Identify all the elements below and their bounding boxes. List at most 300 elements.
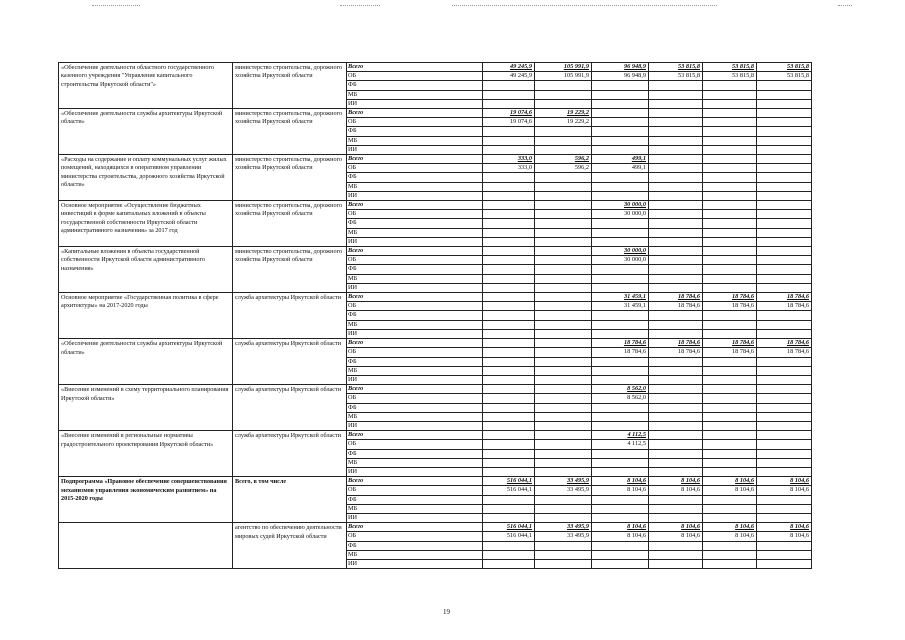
amount-cell [703, 366, 757, 375]
amount-cell: 53 815,8 [703, 63, 757, 72]
amount-cell: 8 104,6 [649, 486, 703, 495]
funding-source-cell: ОБ [347, 532, 483, 541]
amount-cell [757, 541, 812, 550]
funding-source-cell: ИИ [347, 237, 483, 246]
funding-source-cell: ИИ [347, 375, 483, 384]
amount-cell [703, 90, 757, 99]
amount-cell: 8 562,0 [592, 385, 649, 394]
amount-cell [535, 394, 592, 403]
funding-source-cell: ФБ [347, 403, 483, 412]
amount-cell [649, 90, 703, 99]
amount-cell: 18 784,6 [649, 302, 703, 311]
amount-cell [703, 173, 757, 182]
funding-source-cell: МБ [347, 228, 483, 237]
amount-cell [649, 256, 703, 265]
amount-cell: 53 815,8 [757, 63, 812, 72]
amount-cell [592, 265, 649, 274]
amount-cell: 8 104,6 [703, 486, 757, 495]
amount-cell [757, 311, 812, 320]
amount-cell: 8 104,6 [757, 477, 812, 486]
amount-cell [757, 431, 812, 440]
amount-cell: 333,0 [483, 164, 535, 173]
amount-cell [649, 394, 703, 403]
amount-cell [757, 173, 812, 182]
funding-source-cell: МБ [347, 182, 483, 191]
amount-cell [483, 394, 535, 403]
amount-cell [757, 274, 812, 283]
amount-cell [592, 357, 649, 366]
amount-cell [649, 173, 703, 182]
amount-cell [757, 155, 812, 164]
amount-cell: 53 815,8 [757, 72, 812, 81]
amount-cell [649, 412, 703, 421]
amount-cell: 18 784,6 [592, 339, 649, 348]
amount-cell [483, 467, 535, 476]
amount-cell [535, 247, 592, 256]
amount-cell [757, 421, 812, 430]
amount-cell [703, 550, 757, 559]
amount-cell [535, 283, 592, 292]
amount-cell [535, 495, 592, 504]
amount-cell [757, 559, 812, 568]
amount-cell [483, 504, 535, 513]
amount-cell [757, 449, 812, 458]
amount-cell [649, 366, 703, 375]
amount-cell: 33 495,9 [535, 532, 592, 541]
amount-cell [483, 375, 535, 384]
amount-cell [703, 412, 757, 421]
amount-cell: 8 104,6 [757, 532, 812, 541]
amount-cell [757, 201, 812, 210]
amount-cell [535, 90, 592, 99]
amount-cell [592, 109, 649, 118]
amount-cell [703, 329, 757, 338]
amount-cell [535, 182, 592, 191]
amount-cell [649, 274, 703, 283]
program-name-cell: «Внесение изменений в схему территориального планирования Иркутской области» [59, 385, 233, 431]
program-name-cell [59, 523, 233, 569]
amount-cell: 18 784,6 [757, 339, 812, 348]
amount-cell [649, 495, 703, 504]
amount-cell [483, 274, 535, 283]
amount-cell [592, 182, 649, 191]
amount-cell [703, 274, 757, 283]
amount-cell: 4 112,5 [592, 431, 649, 440]
program-name-cell: Основное мероприятие «Государственная политика в сфере архитектуры» на 2017-2020 годы [59, 293, 233, 339]
amount-cell: 33 495,9 [535, 486, 592, 495]
amount-cell [703, 155, 757, 164]
amount-cell [483, 127, 535, 136]
amount-cell [592, 99, 649, 108]
amount-cell [592, 274, 649, 283]
amount-cell [649, 210, 703, 219]
amount-cell [535, 550, 592, 559]
amount-cell [649, 403, 703, 412]
amount-cell [535, 127, 592, 136]
amount-cell: 19 074,6 [483, 109, 535, 118]
funding-source-cell: ФБ [347, 173, 483, 182]
amount-cell: 105 991,9 [535, 72, 592, 81]
amount-cell [757, 99, 812, 108]
table-row [59, 247, 812, 256]
amount-cell [703, 210, 757, 219]
amount-cell: 33 495,9 [535, 523, 592, 532]
funding-source-cell: Всего [347, 155, 483, 164]
amount-cell [703, 495, 757, 504]
amount-cell [592, 311, 649, 320]
funding-source-cell: Всего [347, 293, 483, 302]
amount-cell [649, 357, 703, 366]
amount-cell [483, 421, 535, 430]
amount-cell [592, 228, 649, 237]
amount-cell [649, 467, 703, 476]
amount-cell [483, 173, 535, 182]
amount-cell [483, 458, 535, 467]
amount-cell [757, 182, 812, 191]
amount-cell: 31 459,1 [592, 293, 649, 302]
amount-cell [703, 385, 757, 394]
amount-cell [649, 541, 703, 550]
funding-source-cell: МБ [347, 458, 483, 467]
amount-cell: 30 000,0 [592, 247, 649, 256]
amount-cell [592, 237, 649, 246]
amount-cell [483, 513, 535, 522]
amount-cell [592, 81, 649, 90]
amount-cell [703, 118, 757, 127]
amount-cell [535, 449, 592, 458]
amount-cell [703, 182, 757, 191]
amount-cell [535, 219, 592, 228]
amount-cell: 516 044,1 [483, 486, 535, 495]
amount-cell [535, 513, 592, 522]
amount-cell [757, 440, 812, 449]
amount-cell [483, 283, 535, 292]
amount-cell [483, 366, 535, 375]
amount-cell [757, 118, 812, 127]
amount-cell [535, 559, 592, 568]
amount-cell [535, 201, 592, 210]
funding-source-cell: ФБ [347, 81, 483, 90]
amount-cell [649, 155, 703, 164]
amount-cell: 19 074,6 [483, 118, 535, 127]
amount-cell: 516 044,1 [483, 477, 535, 486]
amount-cell [483, 320, 535, 329]
amount-cell: 18 784,6 [703, 348, 757, 357]
amount-cell [483, 136, 535, 145]
amount-cell [757, 136, 812, 145]
amount-cell [703, 191, 757, 200]
amount-cell [649, 219, 703, 228]
responsible-executor-cell: министерство строительства, дорожного хозяйства Иркутской области [233, 201, 347, 247]
funding-source-cell: Всего [347, 385, 483, 394]
amount-cell: 4 112,5 [592, 440, 649, 449]
amount-cell [535, 99, 592, 108]
amount-cell: 18 784,6 [592, 348, 649, 357]
amount-cell: 19 229,2 [535, 109, 592, 118]
amount-cell [649, 421, 703, 430]
amount-cell: 596,2 [535, 155, 592, 164]
amount-cell [483, 339, 535, 348]
amount-cell [649, 329, 703, 338]
table-row [59, 339, 812, 348]
amount-cell [483, 302, 535, 311]
amount-cell [592, 421, 649, 430]
amount-cell [703, 311, 757, 320]
amount-cell: 333,0 [483, 155, 535, 164]
amount-cell: 8 562,0 [592, 394, 649, 403]
funding-source-cell: ИИ [347, 191, 483, 200]
amount-cell [592, 283, 649, 292]
amount-cell [703, 559, 757, 568]
responsible-executor-cell: министерство строительства, дорожного хозяйства Иркутской области [233, 63, 347, 109]
amount-cell [592, 191, 649, 200]
amount-cell [649, 265, 703, 274]
amount-cell [703, 219, 757, 228]
amount-cell [592, 320, 649, 329]
amount-cell [703, 458, 757, 467]
funding-source-cell: ФБ [347, 219, 483, 228]
funding-source-cell: Всего [347, 523, 483, 532]
amount-cell: 516 044,1 [483, 532, 535, 541]
amount-cell [703, 513, 757, 522]
amount-cell [649, 228, 703, 237]
amount-cell [703, 127, 757, 136]
amount-cell [649, 320, 703, 329]
amount-cell: 8 104,6 [757, 523, 812, 532]
program-name-cell: «Обеспечение деятельности службы архитектуры Иркутской области» [59, 109, 233, 155]
amount-cell [483, 219, 535, 228]
amount-cell: 18 784,6 [649, 339, 703, 348]
funding-source-cell: Всего [347, 339, 483, 348]
amount-cell: 96 948,9 [592, 72, 649, 81]
amount-cell [703, 504, 757, 513]
amount-cell [592, 559, 649, 568]
amount-cell [535, 440, 592, 449]
funding-source-cell: ИИ [347, 467, 483, 476]
funding-source-cell: ФБ [347, 127, 483, 136]
amount-cell [649, 99, 703, 108]
amount-cell [757, 237, 812, 246]
amount-cell [535, 302, 592, 311]
responsible-executor-cell: служба архитектуры Иркутской области [233, 339, 347, 385]
amount-cell: 8 104,6 [592, 523, 649, 532]
funding-source-cell: ОБ [347, 118, 483, 127]
program-name-cell: «Обеспечение деятельности областного государственного казенного учреждения "Управление капитального строительства Иркутской области"» [59, 63, 233, 109]
amount-cell: 53 815,8 [649, 72, 703, 81]
amount-cell: 18 784,6 [703, 339, 757, 348]
amount-cell [757, 467, 812, 476]
table-row [59, 523, 812, 532]
funding-source-cell: Всего [347, 477, 483, 486]
amount-cell: 18 784,6 [703, 293, 757, 302]
amount-cell: 18 784,6 [703, 302, 757, 311]
amount-cell [483, 559, 535, 568]
amount-cell: 96 948,9 [592, 63, 649, 72]
amount-cell [535, 366, 592, 375]
amount-cell [483, 495, 535, 504]
amount-cell [649, 375, 703, 384]
amount-cell: 8 104,6 [649, 477, 703, 486]
amount-cell [703, 265, 757, 274]
amount-cell [649, 431, 703, 440]
amount-cell [649, 449, 703, 458]
amount-cell [757, 219, 812, 228]
amount-cell [535, 191, 592, 200]
amount-cell [535, 412, 592, 421]
amount-cell [757, 228, 812, 237]
amount-cell [535, 504, 592, 513]
amount-cell [592, 541, 649, 550]
amount-cell [703, 421, 757, 430]
amount-cell: 33 495,9 [535, 477, 592, 486]
amount-cell [703, 145, 757, 154]
amount-cell [703, 109, 757, 118]
amount-cell [757, 504, 812, 513]
amount-cell [649, 283, 703, 292]
amount-cell [535, 173, 592, 182]
amount-cell [703, 99, 757, 108]
amount-cell: 31 459,1 [592, 302, 649, 311]
amount-cell [649, 145, 703, 154]
amount-cell [483, 403, 535, 412]
amount-cell [483, 99, 535, 108]
amount-cell: 53 815,8 [649, 63, 703, 72]
amount-cell [592, 449, 649, 458]
amount-cell: 30 000,0 [592, 256, 649, 265]
amount-cell [703, 440, 757, 449]
amount-cell [703, 164, 757, 173]
amount-cell [649, 127, 703, 136]
funding-source-cell: МБ [347, 550, 483, 559]
amount-cell [483, 145, 535, 154]
amount-cell [649, 81, 703, 90]
amount-cell [757, 164, 812, 173]
amount-cell [757, 247, 812, 256]
amount-cell [592, 90, 649, 99]
amount-cell [649, 164, 703, 173]
funding-source-cell: ОБ [347, 302, 483, 311]
amount-cell [649, 311, 703, 320]
amount-cell [592, 412, 649, 421]
amount-cell [703, 283, 757, 292]
amount-cell: 8 104,6 [649, 532, 703, 541]
amount-cell [757, 412, 812, 421]
amount-cell [535, 348, 592, 357]
amount-cell [535, 329, 592, 338]
amount-cell [483, 412, 535, 421]
table-row [59, 201, 812, 210]
funding-source-cell: ОБ [347, 210, 483, 219]
amount-cell [483, 311, 535, 320]
amount-cell [757, 90, 812, 99]
program-name-cell: «Обеспечение деятельности службы архитектуры Иркутской области» [59, 339, 233, 385]
amount-cell [483, 81, 535, 90]
amount-cell [757, 329, 812, 338]
amount-cell [483, 182, 535, 191]
funding-source-cell: ФБ [347, 357, 483, 366]
amount-cell [649, 201, 703, 210]
amount-cell: 8 104,6 [592, 477, 649, 486]
amount-cell [592, 403, 649, 412]
table-row [59, 293, 812, 302]
funding-source-cell: МБ [347, 274, 483, 283]
responsible-executor-cell: министерство строительства, дорожного хозяйства Иркутской области [233, 247, 347, 293]
page-number: 19 [443, 608, 450, 616]
funding-source-cell: ИИ [347, 513, 483, 522]
amount-cell [757, 81, 812, 90]
funding-source-cell: МБ [347, 504, 483, 513]
amount-cell [535, 320, 592, 329]
amount-cell: 8 104,6 [703, 532, 757, 541]
amount-cell [483, 329, 535, 338]
funding-source-cell: ИИ [347, 559, 483, 568]
amount-cell [535, 256, 592, 265]
amount-cell [703, 136, 757, 145]
funding-source-cell: ОБ [347, 440, 483, 449]
amount-cell [703, 237, 757, 246]
amount-cell [757, 127, 812, 136]
responsible-executor-cell: служба архитектуры Иркутской области [233, 431, 347, 477]
funding-source-cell: Всего [347, 201, 483, 210]
amount-cell [535, 421, 592, 430]
amount-cell: 30 000,0 [592, 201, 649, 210]
amount-cell [703, 228, 757, 237]
table-row [59, 109, 812, 118]
amount-cell: 8 104,6 [703, 477, 757, 486]
amount-cell [535, 210, 592, 219]
amount-cell [757, 210, 812, 219]
amount-cell [483, 348, 535, 357]
amount-cell [535, 357, 592, 366]
responsible-executor-cell: министерство строительства, дорожного хозяйства Иркутской области [233, 155, 347, 201]
budget-table [58, 62, 812, 569]
amount-cell [757, 550, 812, 559]
amount-cell [649, 136, 703, 145]
amount-cell [757, 403, 812, 412]
amount-cell: 516 044,1 [483, 523, 535, 532]
amount-cell [483, 265, 535, 274]
amount-cell [535, 81, 592, 90]
amount-cell [535, 458, 592, 467]
funding-source-cell: ФБ [347, 541, 483, 550]
amount-cell [757, 375, 812, 384]
responsible-executor-cell: министерство строительства, дорожного хозяйства Иркутской области [233, 109, 347, 155]
amount-cell [483, 191, 535, 200]
funding-source-cell: Всего [347, 63, 483, 72]
amount-cell [703, 256, 757, 265]
amount-cell [483, 293, 535, 302]
amount-cell [649, 182, 703, 191]
funding-source-cell: ОБ [347, 164, 483, 173]
amount-cell [535, 375, 592, 384]
amount-cell: 18 784,6 [649, 293, 703, 302]
amount-cell [649, 458, 703, 467]
amount-cell [757, 109, 812, 118]
amount-cell [592, 173, 649, 182]
amount-cell [757, 191, 812, 200]
amount-cell: 30 000,0 [592, 210, 649, 219]
amount-cell: 18 784,6 [757, 348, 812, 357]
amount-cell [483, 228, 535, 237]
amount-cell [535, 385, 592, 394]
amount-cell [703, 81, 757, 90]
amount-cell [592, 127, 649, 136]
amount-cell [535, 467, 592, 476]
budget-table-sheet [58, 62, 811, 569]
funding-source-cell: ФБ [347, 265, 483, 274]
funding-source-cell: МБ [347, 366, 483, 375]
program-name-cell: Подпрограмма «Правовое обеспечение совершенствования механизмов управления экономическим развитием» на 2015-2020 годы [59, 477, 233, 523]
